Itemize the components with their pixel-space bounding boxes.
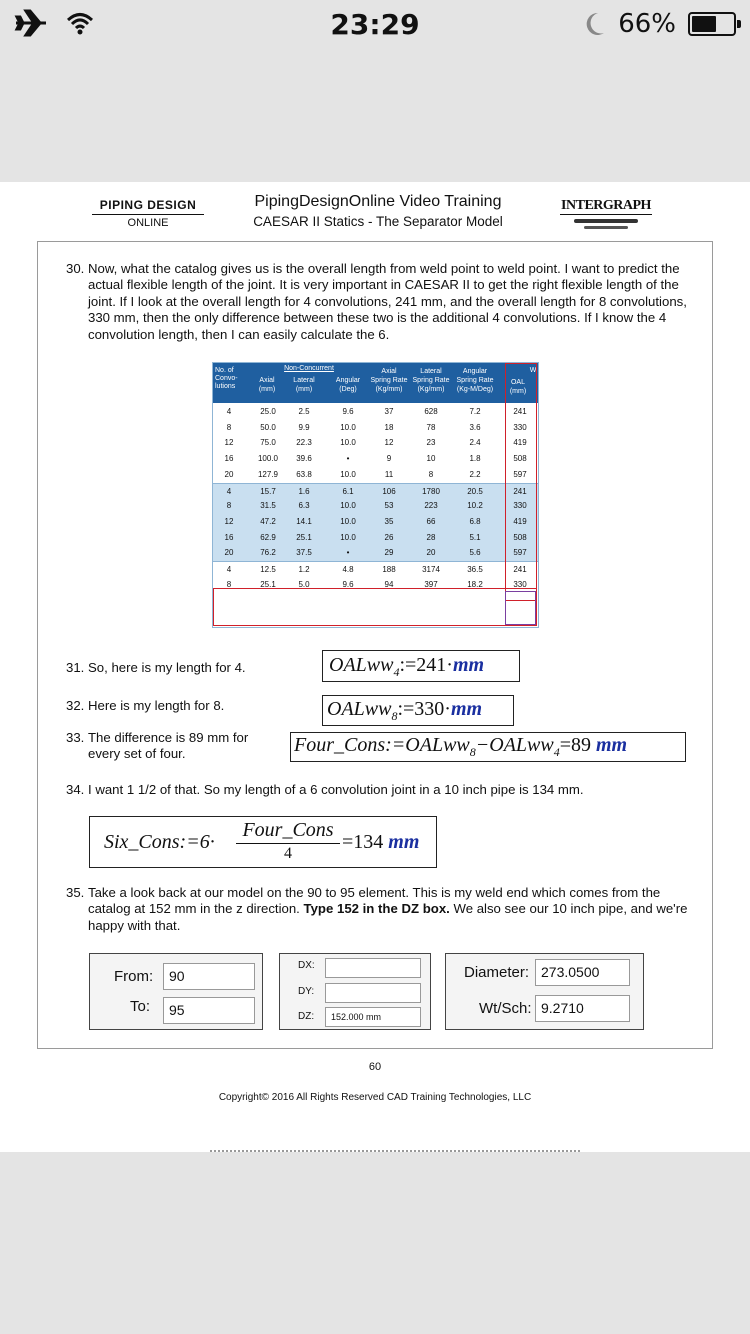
step-34 xyxy=(66,782,696,798)
last-group-highlight xyxy=(213,588,537,626)
catalog-cell: 12 xyxy=(224,516,234,526)
catalog-cell: 20 xyxy=(224,548,234,558)
catalog-cell: 1.2 xyxy=(298,565,310,574)
dy-input[interactable] xyxy=(325,983,421,1003)
catalog-cell: 330 xyxy=(513,579,527,589)
catalog-table-image xyxy=(212,362,539,628)
catalog-cell: 63.8 xyxy=(296,469,312,479)
header-cell: Lateral xyxy=(293,377,315,384)
step-text-bold: Type 152 in the DZ box. xyxy=(303,901,450,917)
step-number: 31. xyxy=(66,660,85,675)
math-expr: −OALww xyxy=(475,734,554,756)
catalog-cell: 31.5 xyxy=(260,501,276,511)
catalog-cell: 10.0 xyxy=(340,501,356,511)
catalog-cell: 15.7 xyxy=(260,486,276,496)
to-label: To: xyxy=(130,998,151,1015)
catalog-cell: 18 xyxy=(384,422,394,432)
header-cell: Non-Concurrent xyxy=(284,365,334,372)
catalog-cell: 5.1 xyxy=(469,532,481,542)
step-number: 35. xyxy=(66,885,85,900)
wtsch-input[interactable]: 9.2710 xyxy=(535,995,630,1022)
catalog-cell: 597 xyxy=(513,548,527,558)
battery-fill xyxy=(692,16,716,32)
catalog-cell: 10.0 xyxy=(340,516,356,526)
catalog-row xyxy=(213,483,538,500)
math-oal-4 xyxy=(322,650,520,682)
catalog-cell: 26 xyxy=(384,532,394,542)
catalog-row xyxy=(213,498,538,514)
battery-percent: 66% xyxy=(618,9,676,39)
math-subscript: 8 xyxy=(469,745,476,759)
catalog-cell: 9.6 xyxy=(342,407,354,416)
step-text: Here is my length for 8. xyxy=(88,698,225,713)
catalog-row xyxy=(213,545,538,561)
catalog-cell: 76.2 xyxy=(260,548,276,558)
math-four-cons xyxy=(290,732,686,762)
catalog-cell: 4.8 xyxy=(342,565,354,574)
battery-nub xyxy=(737,20,741,28)
catalog-row xyxy=(213,451,538,467)
header-cell: W xyxy=(529,367,537,374)
catalog-cell: 11 xyxy=(384,469,394,479)
catalog-cell: 330 xyxy=(513,422,527,432)
catalog-cell: 22.3 xyxy=(296,438,312,448)
catalog-cell: 12.5 xyxy=(260,565,276,574)
status-time: 23:29 xyxy=(330,8,420,41)
catalog-cell: 10.0 xyxy=(340,422,356,432)
step-text: I want 1 1/2 of that. So my length of a 6 convolution joint in a 10 inch pipe is 134 mm. xyxy=(88,782,584,797)
catalog-cell: 29 xyxy=(384,548,394,558)
catalog-cell: 23 xyxy=(426,438,436,448)
intergraph-logo xyxy=(560,198,652,232)
wtsch-label: Wt/Sch: xyxy=(479,1000,532,1017)
math-unit: mm xyxy=(596,734,628,756)
catalog-cell: 9.6 xyxy=(342,579,354,589)
catalog-cell: 35 xyxy=(384,516,394,526)
catalog-cell: 10.0 xyxy=(340,438,356,448)
catalog-row xyxy=(213,467,538,483)
catalog-cell: 1780 xyxy=(422,486,440,496)
oal-selected-highlight xyxy=(505,591,536,625)
header-cell: Spring Rate xyxy=(412,377,450,384)
catalog-cell: 241 xyxy=(513,486,527,496)
logo-tagline-bar xyxy=(584,226,628,229)
catalog-cell: • xyxy=(346,454,350,464)
catalog-cell: 3174 xyxy=(422,565,440,574)
catalog-cell: 241 xyxy=(513,565,527,574)
catalog-cell: 12 xyxy=(384,438,394,448)
catalog-cell: 419 xyxy=(513,438,527,448)
catalog-cell: 75.0 xyxy=(260,438,276,448)
intergraph-name: INTERGRAPH xyxy=(561,198,651,213)
catalog-row xyxy=(213,404,538,420)
header-cell: (mm) xyxy=(258,386,276,393)
catalog-cell: 14.1 xyxy=(296,516,312,526)
catalog-cell: 66 xyxy=(426,516,436,526)
catalog-cell: 28 xyxy=(426,532,436,542)
catalog-cell: 628 xyxy=(424,407,438,416)
catalog-cell: 78 xyxy=(426,422,436,432)
logo-line2: ONLINE xyxy=(127,217,169,229)
math-subscript: 4 xyxy=(553,745,560,759)
catalog-cell: 10.0 xyxy=(340,532,356,542)
catalog-cell: 12 xyxy=(224,438,234,448)
to-node-input[interactable]: 95 xyxy=(163,997,255,1024)
catalog-cell: 94 xyxy=(384,579,394,589)
catalog-header xyxy=(213,363,538,403)
step-number: 30. xyxy=(66,261,85,276)
catalog-cell: 47.2 xyxy=(260,516,276,526)
catalog-cell: 5.0 xyxy=(298,579,310,589)
catalog-cell: 16 xyxy=(224,532,234,542)
diameter-label: Diameter: xyxy=(464,964,530,981)
math-rhs: :=330· xyxy=(397,698,451,720)
catalog-cell: 36.5 xyxy=(467,565,483,574)
math-lhs: Six_Cons:=6· xyxy=(104,831,215,853)
step-text: Now, what the catalog gives us is the overall length from weld point to weld point. I want to predict the actual flexible length of the joint. It is very important in CAESAR II to get the right flexible length of the joint. If I look at the overall length for 4 convolutions, 241 mm, and the overall length for 8 convolutions, 330 mm, then the only difference between these two is the additional 4 convolutions. If I know the 4 convolution length, then I can easily calculate the 6. xyxy=(88,261,687,342)
dz-label: DZ: xyxy=(298,1011,315,1022)
from-node-input[interactable]: 90 xyxy=(163,963,255,990)
header-cell: (Kg-M/Deg) xyxy=(456,386,494,393)
catalog-cell: 16 xyxy=(224,454,234,464)
status-bar xyxy=(0,0,750,50)
math-subscript: 4 xyxy=(393,665,400,679)
header-title: PipingDesignOnline Video Training xyxy=(254,193,502,210)
catalog-cell: 4 xyxy=(226,565,232,574)
step-text xyxy=(88,885,696,934)
math-numerator: Four_Cons xyxy=(236,819,340,844)
dx-input[interactable] xyxy=(325,958,421,978)
header-cell: Lateral xyxy=(420,368,442,375)
math-lhs: OALww xyxy=(329,654,394,676)
catalog-cell: 8 xyxy=(226,501,232,511)
math-expr: Four_Cons:=OALww xyxy=(294,734,470,756)
oal-column-highlight xyxy=(505,363,537,601)
catalog-cell: 2.4 xyxy=(469,438,481,448)
page-number: 60 xyxy=(368,1061,382,1073)
header-cell: Spring Rate xyxy=(370,377,408,384)
logo-line1: PIPING DESIGN xyxy=(92,198,204,215)
catalog-cell: 20.5 xyxy=(467,486,483,496)
catalog-row xyxy=(213,530,538,546)
catalog-row xyxy=(213,514,538,530)
catalog-cell: 188 xyxy=(382,565,396,574)
dy-label: DY: xyxy=(298,986,315,997)
catalog-cell: • xyxy=(346,548,350,558)
step-number: 34. xyxy=(66,782,85,797)
header-subtitle: CAESAR II Statics - The Separator Model xyxy=(253,214,503,229)
catalog-cell: 5.6 xyxy=(469,548,481,558)
catalog-cell: 10.2 xyxy=(467,501,483,511)
catalog-row xyxy=(213,420,538,436)
logo-tagline-bar xyxy=(574,219,638,223)
catalog-cell: 9.9 xyxy=(298,422,310,432)
step-text: The difference is 89 mm for every set of four. xyxy=(88,730,249,762)
copyright: Copyright© 2016 All Rights Reserved CAD Training Technologies, LLC xyxy=(218,1092,532,1103)
math-subscript: 8 xyxy=(391,709,398,723)
step-35 xyxy=(66,885,696,934)
catalog-cell: 6.3 xyxy=(298,501,310,511)
moon-icon xyxy=(584,11,606,37)
header-cell: No. of xyxy=(215,367,234,374)
math-six-cons xyxy=(89,816,437,868)
catalog-row xyxy=(213,435,538,451)
catalog-cell: 1.8 xyxy=(469,454,481,464)
dx-label: DX: xyxy=(298,960,315,971)
step-31 xyxy=(66,660,286,676)
catalog-cell: 20 xyxy=(224,469,234,479)
battery-icon xyxy=(688,12,736,36)
math-result: =134 xyxy=(342,831,389,853)
catalog-cell: 18.2 xyxy=(467,579,483,589)
header-cell: (mm) xyxy=(509,388,527,395)
catalog-cell: 223 xyxy=(424,501,438,511)
math-oal-8 xyxy=(322,695,514,726)
step-number: 33. xyxy=(66,730,85,745)
step-32 xyxy=(66,698,286,714)
catalog-cell: 597 xyxy=(513,469,527,479)
catalog-cell: 53 xyxy=(384,501,394,511)
catalog-cell: 10 xyxy=(426,454,436,464)
header-cell: Axial xyxy=(381,368,397,375)
catalog-cell: 4 xyxy=(226,407,232,416)
math-unit: mm xyxy=(450,698,483,720)
header-cell: Angular xyxy=(335,377,361,384)
header-cell: (Deg) xyxy=(339,386,357,393)
header-cell: Spring Rate xyxy=(456,377,494,384)
math-lhs: OALww xyxy=(327,698,392,720)
dz-input[interactable]: 152.000 mm xyxy=(325,1007,421,1027)
catalog-cell: 508 xyxy=(513,532,527,542)
catalog-cell: 127.9 xyxy=(257,469,279,479)
catalog-cell: 4 xyxy=(226,486,232,496)
from-label: From: xyxy=(114,968,154,985)
step-number: 32. xyxy=(66,698,85,713)
catalog-cell: 6.1 xyxy=(342,486,354,496)
catalog-cell: 330 xyxy=(513,501,527,511)
catalog-cell: 100.0 xyxy=(257,454,279,464)
next-page-edge xyxy=(210,1150,580,1155)
header-cell: OAL xyxy=(510,379,525,386)
catalog-cell: 3.6 xyxy=(469,422,481,432)
pipe-properties-panel xyxy=(445,953,644,1030)
header-cell: (Kg/mm) xyxy=(417,386,445,393)
step-30 xyxy=(66,261,696,343)
header-cell: lutions xyxy=(215,383,236,390)
element-nodes-panel xyxy=(89,953,263,1030)
catalog-cell: 10.0 xyxy=(340,469,356,479)
catalog-cell: 397 xyxy=(424,579,438,589)
math-unit: mm xyxy=(388,831,420,853)
catalog-cell: 37.5 xyxy=(296,548,312,558)
catalog-cell: 25.1 xyxy=(296,532,312,542)
catalog-cell: 9 xyxy=(386,454,392,464)
math-result: =89 xyxy=(559,734,596,756)
header-cell: (Kg/mm) xyxy=(375,386,403,393)
catalog-cell: 6.8 xyxy=(469,516,481,526)
header-cell: Angular xyxy=(462,368,488,375)
math-rhs: :=241· xyxy=(399,654,453,676)
piping-design-logo xyxy=(92,198,204,229)
math-denominator: 4 xyxy=(284,845,292,862)
catalog-cell: 20 xyxy=(426,548,436,558)
catalog-cell: 2.2 xyxy=(469,469,481,479)
diameter-input[interactable]: 273.0500 xyxy=(535,959,630,986)
catalog-cell: 25.1 xyxy=(260,579,276,589)
catalog-cell: 1.6 xyxy=(298,486,310,496)
document-page xyxy=(0,182,750,1152)
catalog-cell: 508 xyxy=(513,454,527,464)
catalog-row xyxy=(213,561,538,578)
header-cell: Convo- xyxy=(215,375,238,382)
catalog-cell: 7.2 xyxy=(469,407,481,416)
catalog-cell: 2.5 xyxy=(298,407,310,416)
catalog-cell: 25.0 xyxy=(260,407,276,416)
catalog-cell: 419 xyxy=(513,516,527,526)
catalog-cell: 8 xyxy=(226,422,232,432)
catalog-cell: 106 xyxy=(382,486,396,496)
header-cell: Axial xyxy=(259,377,275,384)
catalog-cell: 241 xyxy=(513,407,527,416)
catalog-cell: 37 xyxy=(384,407,394,416)
step-text: So, here is my length for 4. xyxy=(88,660,246,675)
catalog-cell: 39.6 xyxy=(296,454,312,464)
page-header xyxy=(230,193,526,229)
delta-panel xyxy=(279,953,431,1030)
catalog-cell: 8 xyxy=(226,579,232,589)
step-text-part: We also see our 10 inch pipe, and we're happy with that. xyxy=(88,901,688,933)
step-text-part: Take a look back at our model on the 90 to 95 element. This is my weld end which comes from the catalog at 152 mm in the z direction. xyxy=(88,885,661,917)
catalog-cell: 62.9 xyxy=(260,532,276,542)
catalog-cell: 50.0 xyxy=(260,422,276,432)
step-33 xyxy=(66,730,278,763)
math-unit: mm xyxy=(452,654,485,676)
status-right xyxy=(584,9,736,39)
catalog-cell: 8 xyxy=(428,469,434,479)
header-cell: (mm) xyxy=(295,386,313,393)
